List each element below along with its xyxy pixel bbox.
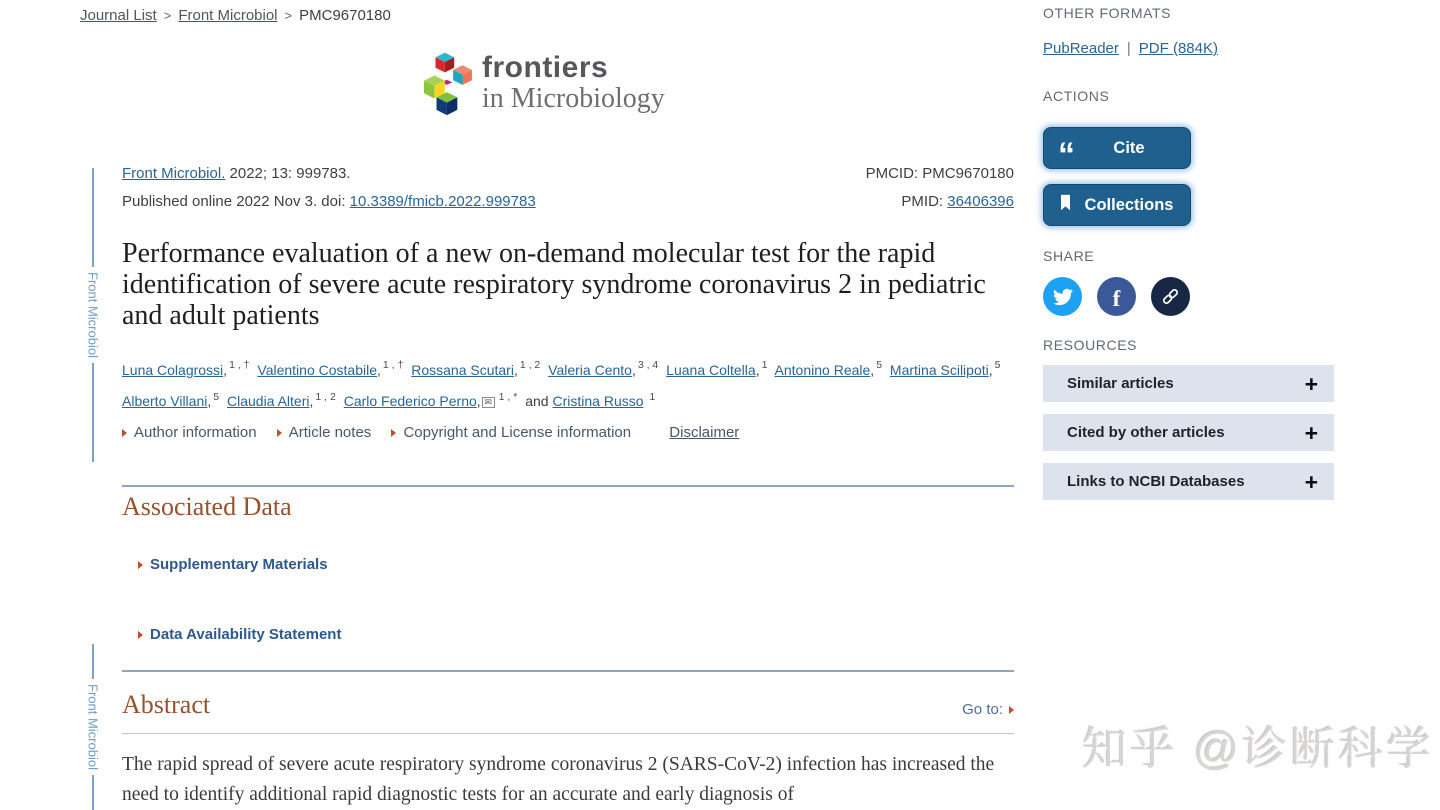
pmid-label: PMID:	[901, 193, 948, 210]
logo-in-microbiology-text: in Microbiology	[482, 83, 665, 114]
author-link[interactable]: Claudia Alteri	[226, 393, 310, 410]
author	[226, 390, 336, 410]
breadcrumb-front-microbiol-link[interactable]: Front Microbiol	[178, 7, 278, 24]
author	[257, 359, 404, 378]
author	[774, 359, 883, 378]
author-link[interactable]: Rossana Scutari	[411, 361, 514, 378]
author-link[interactable]: Luana Coltella	[666, 361, 756, 378]
copy-link-icon	[1160, 286, 1181, 307]
twitter-icon	[1053, 287, 1073, 307]
comma: ,	[631, 361, 636, 378]
toggle-label: Copyright and License information	[403, 424, 632, 441]
watermark: 知乎 @诊断科学	[1082, 723, 1435, 774]
and-word: and	[525, 393, 553, 410]
author-link[interactable]: Cristina Russo	[552, 393, 644, 410]
twitter-share-button[interactable]	[1043, 277, 1082, 316]
breadcrumb-separator: >	[284, 8, 293, 23]
toggle-label: Supplementary Materials	[150, 556, 328, 573]
comma: ,	[988, 361, 993, 378]
comma: ,	[377, 361, 381, 378]
goto-link[interactable]	[962, 700, 1014, 720]
pdf-link[interactable]: PDF (884K)	[1138, 40, 1218, 57]
toggle-label: Author information	[134, 424, 257, 441]
supplementary-materials-toggle[interactable]	[138, 556, 328, 573]
right-sidebar	[1043, 0, 1334, 500]
author	[548, 359, 659, 378]
abstract-heading: Abstract	[122, 690, 211, 719]
author	[889, 359, 1001, 378]
plus-icon[interactable]	[1305, 472, 1318, 492]
marker-line	[92, 168, 94, 267]
comma: ,	[476, 393, 481, 410]
share-heading: SHARE	[1043, 248, 1095, 264]
author	[122, 359, 250, 378]
abstract-heading-rule	[122, 733, 1014, 734]
abstract-heading-row	[122, 690, 1014, 720]
actions-heading: ACTIONS	[1043, 88, 1110, 104]
author-link[interactable]: Luna Colagrossi	[122, 361, 224, 378]
comma: ,	[223, 361, 228, 378]
envelope-icon[interactable]	[482, 397, 495, 408]
id-block	[866, 160, 1014, 216]
author	[122, 390, 220, 410]
plus-icon[interactable]	[1305, 374, 1318, 394]
journal-logo-text	[482, 52, 665, 114]
pmid-link[interactable]: 36406396	[947, 193, 1014, 210]
triangle-right-icon	[122, 429, 127, 437]
triangle-right-icon	[391, 429, 396, 437]
citation-issue: 2022; 13: 999783.	[229, 165, 351, 182]
other-formats-heading: OTHER FORMATS	[1043, 5, 1172, 21]
author-link[interactable]: Carlo Federico Perno	[343, 393, 477, 410]
marker-line	[92, 775, 94, 810]
collections-button[interactable]	[1043, 184, 1191, 226]
author	[411, 359, 541, 378]
pubreader-link[interactable]: PubReader	[1043, 40, 1119, 57]
author-affiliation-sup: 1	[649, 390, 656, 403]
disclaimer-link[interactable]: Disclaimer	[669, 424, 740, 441]
plus-icon[interactable]	[1305, 423, 1318, 443]
article-title: Performance evaluation of a new on-demand molecular test for the rapid identification of severe acute respiratory syndrome coronavirus 2 in pediatric and adult patients	[122, 238, 986, 331]
triangle-right-icon	[277, 429, 282, 437]
author-affiliation-sup: 1 , †	[382, 359, 404, 371]
author-link[interactable]: Martina Scilipoti	[889, 361, 989, 378]
author-affiliation-sup: 5	[213, 390, 220, 403]
goto-label: Go to:	[962, 701, 1003, 718]
marker-journal-label: Front Microbiol	[85, 684, 101, 770]
comma: ,	[513, 361, 518, 378]
similar-articles-expander[interactable]	[1043, 365, 1334, 402]
author	[343, 390, 518, 410]
published-online-text: Published online 2022 Nov 3. doi:	[122, 193, 350, 210]
marker-journal-label: Front Microbiol	[85, 272, 101, 358]
author-affiliation-sup: 1 , 2	[315, 390, 336, 403]
article-meta-toggles	[122, 424, 1014, 441]
author-affiliation-sup: 1 , †	[229, 359, 250, 371]
author-affiliation-sup: 1 , 2	[519, 359, 541, 371]
cited-by-expander[interactable]	[1043, 414, 1334, 451]
comma: ,	[755, 361, 760, 378]
copyright-license-toggle[interactable]	[391, 424, 631, 441]
side-journal-marker	[84, 168, 102, 462]
toggle-label: Data Availability Statement	[150, 626, 342, 643]
side-journal-marker	[84, 644, 102, 810]
cite-button[interactable]	[1043, 127, 1191, 169]
doi-link[interactable]: 10.3389/fmicb.2022.999783	[349, 193, 536, 210]
journal-logo[interactable]	[424, 52, 665, 122]
cite-button-label: Cite	[1113, 138, 1145, 157]
facebook-icon: f	[1112, 285, 1121, 311]
triangle-right-icon	[1009, 706, 1014, 714]
pipe-separator: |	[1126, 40, 1131, 57]
author-link[interactable]: Antonino Reale	[774, 361, 871, 378]
section-divider	[122, 670, 1014, 672]
author-affiliation-sup: 5	[994, 359, 1001, 371]
author-link[interactable]: Valentino Costabile	[257, 361, 377, 378]
breadcrumb-current-page: PMC9670180	[299, 7, 391, 24]
marker-line	[92, 363, 94, 462]
author-affiliation-sup: 1 , *	[498, 390, 518, 403]
author-information-toggle[interactable]	[122, 424, 257, 441]
expander-label: Cited by other articles	[1067, 424, 1225, 441]
triangle-right-icon	[138, 631, 143, 639]
comma: ,	[309, 393, 314, 410]
author-affiliation-sup: 5	[876, 359, 883, 371]
expander-label: Similar articles	[1067, 375, 1174, 392]
citation-row	[122, 160, 1014, 216]
triangle-right-icon	[138, 561, 143, 569]
ncbi-links-expander[interactable]	[1043, 463, 1334, 500]
pmcid-text: PMCID: PMC9670180	[865, 165, 1014, 182]
abstract-paragraph: The rapid spread of severe acute respiratory syndrome coronavirus 2 (SARS-CoV-2) infection has increased the need to identify additional rapid diagnostic tests for an accurate and early diagnosis of	[122, 754, 995, 805]
facebook-share-button[interactable]	[1097, 277, 1136, 316]
comma: ,	[870, 361, 875, 378]
breadcrumb	[80, 6, 391, 26]
section-divider	[122, 485, 1014, 487]
author-affiliation-sup: 3 , 4	[637, 359, 659, 371]
marker-line	[92, 644, 94, 679]
share-icons-row	[1043, 277, 1334, 316]
logo-frontiers-text: frontiers	[482, 51, 609, 84]
frontiers-cubes-icon	[424, 52, 474, 122]
breadcrumb-journal-list-link[interactable]: Journal List	[80, 7, 157, 24]
resources-heading: RESOURCES	[1043, 337, 1138, 353]
data-availability-toggle[interactable]	[138, 626, 341, 643]
comma: ,	[207, 393, 212, 410]
breadcrumb-separator: >	[163, 8, 172, 23]
quote-icon	[1058, 150, 1082, 160]
author	[525, 390, 656, 410]
expander-label: Links to NCBI Databases	[1067, 473, 1245, 490]
journal-abbrev-link[interactable]: Front Microbiol.	[122, 165, 226, 182]
citation-block	[122, 160, 536, 216]
associated-data-heading: Associated Data	[122, 492, 292, 521]
author-link[interactable]: Alberto Villani	[122, 393, 208, 410]
collections-button-label: Collections	[1084, 195, 1174, 214]
toggle-label: Article notes	[288, 424, 372, 441]
author	[666, 359, 768, 378]
formats-links	[1043, 40, 1334, 57]
bookmark-icon	[1058, 194, 1082, 217]
author-affiliation-sup: 1	[761, 359, 768, 371]
copy-link-button[interactable]	[1151, 277, 1190, 316]
authors-list	[122, 352, 1014, 415]
article-notes-toggle[interactable]	[277, 424, 372, 441]
author-link[interactable]: Valeria Cento	[548, 361, 632, 378]
